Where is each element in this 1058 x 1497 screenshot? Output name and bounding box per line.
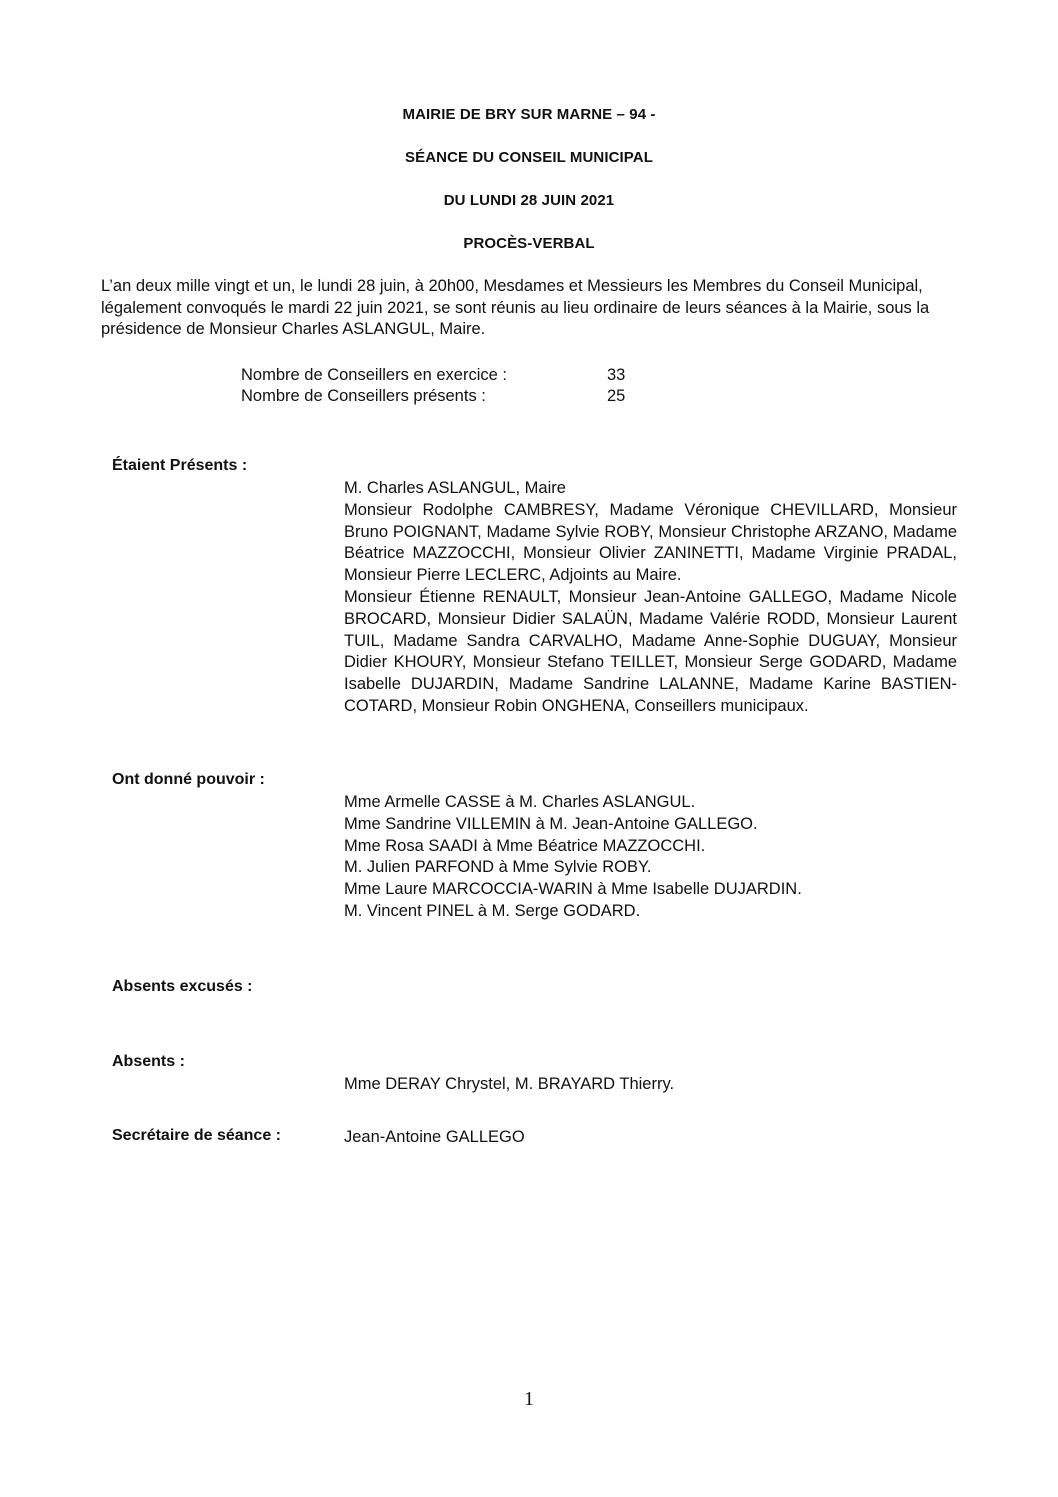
- pouvoir-item: Mme Rosa SAADI à Mme Béatrice MAZZOCCHI.: [344, 836, 706, 855]
- page-number: 1: [524, 1388, 534, 1410]
- presents-adjoints: Monsieur Rodolphe CAMBRESY, Madame Véronique CHEVILLARD, Monsieur Bruno POIGNANT, Madame Sylvie ROBY, Monsieur Christophe ARZANO, Madame Béatrice MAZZOCCHI, Monsieur Olivier ZANINETTI, Madame Virginie PRADAL, Monsieur Pierre LECLERC, Adjoints au Maire.: [344, 500, 957, 585]
- count-presents-row: [241, 386, 625, 407]
- header-session: SÉANCE DU CONSEIL MUNICIPAL: [405, 149, 653, 166]
- header-doc-type: PROCÈS-VERBAL: [463, 235, 595, 252]
- count-exercice-value: 33: [607, 366, 626, 384]
- count-exercice-label: Nombre de Conseillers en exercice :: [241, 366, 507, 384]
- count-presents-label: Nombre de Conseillers présents :: [241, 387, 486, 405]
- pouvoir-item: Mme Laure MARCOCCIA-WARIN à Mme Isabelle DUJARDIN.: [344, 880, 802, 899]
- pouvoirs-list: [344, 792, 957, 923]
- header-date: DU LUNDI 28 JUIN 2021: [443, 192, 615, 209]
- presents-label: Étaient Présents :: [112, 457, 248, 474]
- header-municipality: MAIRIE DE BRY SUR MARNE – 94 -: [402, 106, 656, 123]
- pouvoir-item: M. Julien PARFOND à Mme Sylvie ROBY.: [344, 858, 652, 877]
- absents-label: Absents :: [112, 1053, 185, 1070]
- excuses-label: Absents excusés :: [112, 978, 253, 995]
- pouvoir-item: Mme Sandrine VILLEMIN à M. Jean-Antoine GALLEGO.: [344, 814, 758, 833]
- pouvoir-item: M. Vincent PINEL à M. Serge GODARD.: [344, 901, 641, 920]
- absents-names: Mme DERAY Chrystel, M. BRAYARD Thierry.: [344, 1075, 675, 1093]
- presents-block: [344, 478, 957, 718]
- pouvoirs-label: Ont donné pouvoir :: [112, 771, 265, 788]
- secretaire-label: Secrétaire de séance :: [112, 1127, 281, 1144]
- presents-maire: M. Charles ASLANGUL, Maire: [344, 479, 566, 497]
- pouvoir-item: Mme Armelle CASSE à M. Charles ASLANGUL.: [344, 793, 696, 811]
- presents-conseillers: Monsieur Étienne RENAULT, Monsieur Jean-Antoine GALLEGO, Madame Nicole BROCARD, Monsieur Didier SALAÜN, Madame Valérie RODD, Monsieur Laurent TUIL, Madame Sandra CARVALHO, Madame Anne-Sophie DUGUAY, Monsieur Didier KHOURY, Monsieur Stefano TEILLET, Monsieur Serge GODARD, Madame Isabelle DUJARDIN, Madame Sandrine LALANNE, Madame Karine BASTIEN-COTARD, Monsieur Robin ONGHENA, Conseillers municipaux.: [344, 587, 957, 715]
- count-presents-value: 25: [607, 387, 626, 405]
- secretaire-name: Jean-Antoine GALLEGO: [344, 1128, 525, 1146]
- count-exercice-row: [241, 365, 625, 386]
- intro-paragraph: L’an deux mille vingt et un, le lundi 28 juin, à 20h00, Mesdames et Messieurs les Membres du Conseil Municipal, légalement convoqués le mardi 22 juin 2021, se sont réunis au lieu ordinaire de leurs séances à la Mairie, sous la présidence de Monsieur Charles ASLANGUL, Maire.: [101, 277, 930, 338]
